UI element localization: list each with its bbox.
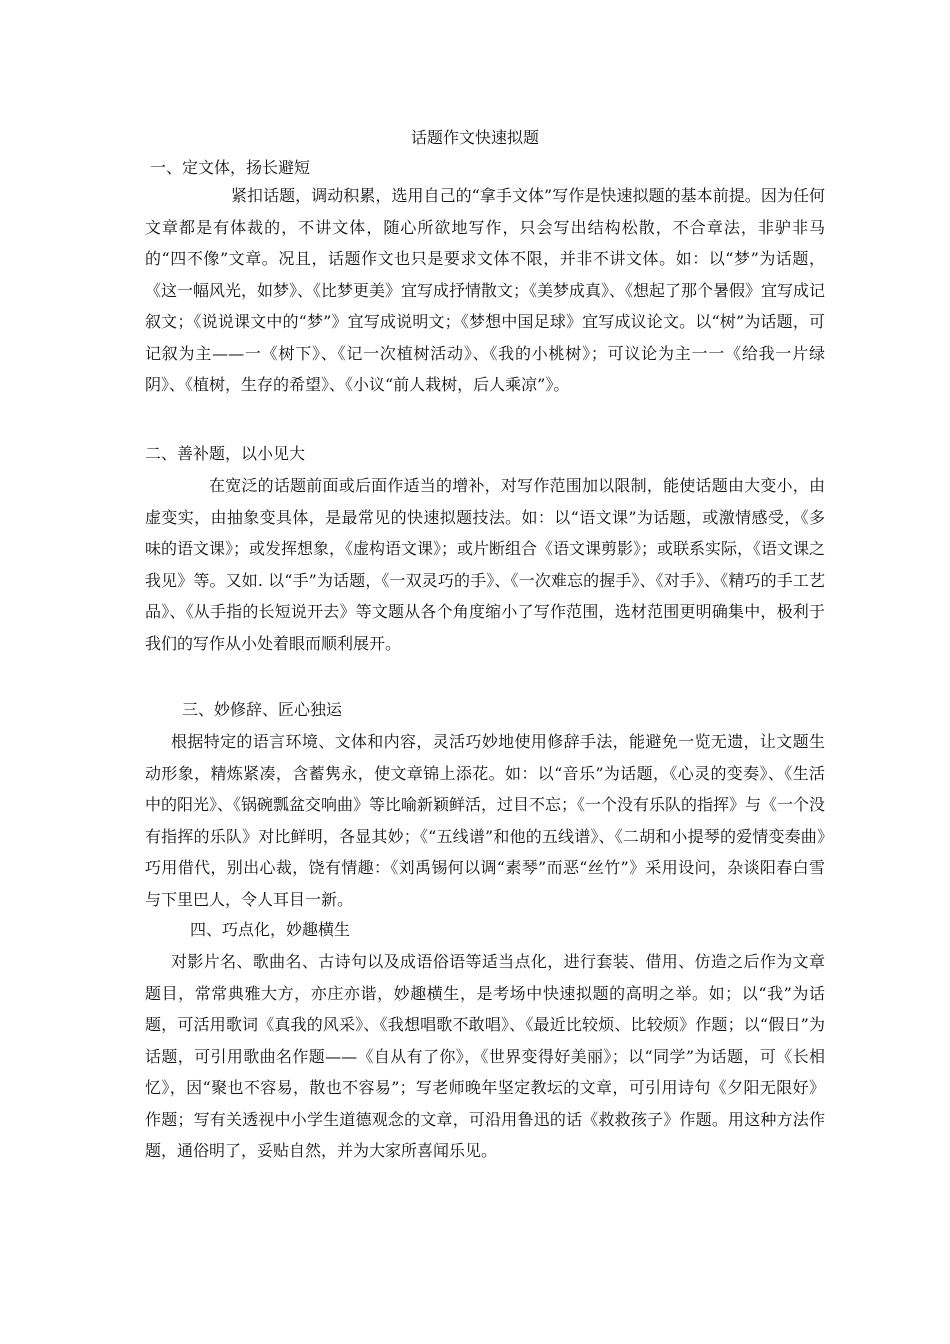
section-4-heading: 四、巧点化，妙趣横生 [190, 920, 351, 939]
section-2-paragraph: 在宽泛的话题前面或后面作适当的增补，对写作范围加以限制，能使话题由大变小，由虚变实，由抽象变具体，是最常见的快速拟题技法。如：以“语文课”为话题，或激情感受，《多味的语文课》；或发挥想象，《虚构语文课》；或片断组合《语文课剪影》；或联系实际，《语文课之我见》等。又如. 以“手”为话题，《一双灵巧的手》、《一次难忘的握手》、《对手》、《精巧的手工艺品》、《从手指的长短说开去》等文题从各个角度缩小了写作范围，选材范围更明确集中，极利于我们的写作从小处着眼而顺利展开。 [145, 476, 826, 653]
section-1-heading: 一、定文体，扬长避短 [150, 158, 311, 177]
section-4-paragraph: 对影片名、歌曲名、古诗句以及成语俗语等适当点化，进行套装、借用、仿造之后作为文章题目，常常典雅大方，亦庄亦谐，妙趣横生，是考场中快速拟题的高明之举。如；以“我”为话题，可活用歌词《真我的风采》、《我想唱歌不敢唱》、《最近比较烦、比较烦》作题；以“假日”为话题，可引用歌曲名作题——《自从有了你》，《世界变得好美丽》；以“同学”为话题，可《长相忆》，因“聚也不容易，散也不容易”；写老师晚年坚定教坛的文章，可引用诗句《夕阳无限好》作题；写有关透视中小学生道德观念的文章，可沿用鲁迅的话《救救孩子》作题。用这种方法作题，通俗明了，妥贴自然，并为大家所喜闻乐见。 [145, 952, 825, 1160]
section-2-heading: 二、善补题，以小见大 [145, 444, 306, 463]
section-1-paragraph: 紧扣话题，调动积累，选用自己的“拿手文体”写作是快速拟题的基本前提。因为任何文章都是有体裁的，不讲文体，随心所欲地写作，只会写出结构松散，不合章法，非驴非马的“四不像”文章。况且，话题作文也只是要求文体不限，并非不讲文体。如：以“梦”为话题，《这一幅风光，如梦》、《比梦更美》宜写成抒情散文；《美梦成真》、《想起了那个暑假》宜写成记叙文；《说说课文中的“梦”》宜写成说明文；《梦想中国足球》宜写成议论文。以“树”为话题，可记叙为主——一《树下》、《记一次植树活动》、《我的小桃树》；可议论为主一一《给我一片绿阴》、《植树，生存的希望》、《小议“前人栽树，后人乘凉”》。 [145, 186, 826, 394]
section-3-heading: 三、妙修辞、匠心独运 [182, 700, 343, 719]
section-3-paragraph: 根据特定的语言环境、文体和内容，灵活巧妙地使用修辞手法，能避免一览无遗，让文题生动形象，精炼紧凑，含蓄隽永，使文章锦上添花。如：以“音乐”为话题，《心灵的变奏》、《生活中的阳光》、《锅碗瓢盆交响曲》等比喻新颖鲜活，过目不忘；《一个没有乐队的指挥》与《一个没有指挥的乐队》对比鲜明，各显其妙；《“五线谱”和他的五线谱》、《二胡和小提琴的爱情变奏曲》巧用借代，别出心裁，饶有情趣：《刘禹锡何以调“素琴”而恶“丝竹”》采用设问，杂谈阳春白雪与下里巴人，令人耳目一新。 [145, 732, 826, 909]
document-title: 话题作文快速拟题 [410, 128, 539, 147]
